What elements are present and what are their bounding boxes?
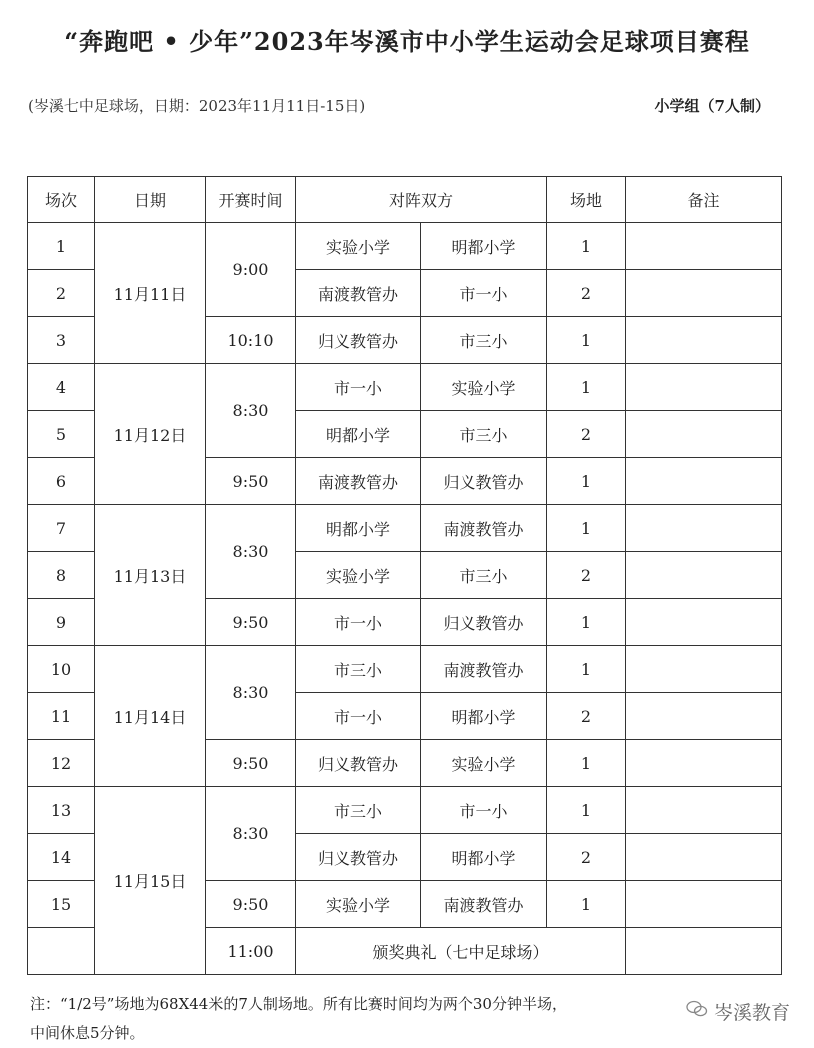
field-no: 2 [547, 411, 626, 458]
start-time: 9:00 [206, 223, 296, 317]
remarks-cell [626, 693, 782, 740]
team-a: 市一小 [296, 364, 421, 411]
start-time: 8:30 [206, 505, 296, 599]
group-label: 小学组（7人制） [654, 97, 770, 115]
field-no: 1 [547, 881, 626, 928]
remarks-cell [626, 458, 782, 505]
ceremony-time: 11:00 [206, 928, 296, 975]
team-a: 南渡教管办 [296, 270, 421, 317]
ceremony-text: 颁奖典礼（七中足球场） [296, 928, 626, 975]
remarks-cell [626, 505, 782, 552]
match-no: 12 [28, 740, 95, 787]
team-b: 市一小 [421, 270, 547, 317]
start-time: 8:30 [206, 787, 296, 881]
header-field: 场地 [547, 177, 626, 223]
match-date: 11月11日 [95, 223, 206, 364]
header-remarks: 备注 [626, 177, 782, 223]
field-no: 1 [547, 505, 626, 552]
page-title: “奔跑吧 • 少年”2023年岑溪市中小学生运动会足球项目赛程 [64, 27, 750, 56]
header-teams: 对阵双方 [296, 177, 547, 223]
remarks-cell [626, 599, 782, 646]
field-no: 1 [547, 599, 626, 646]
remarks-cell [626, 787, 782, 834]
team-b: 南渡教管办 [421, 881, 547, 928]
match-no: 15 [28, 881, 95, 928]
team-b: 市一小 [421, 787, 547, 834]
table-row [28, 646, 782, 693]
remarks-cell [626, 270, 782, 317]
match-no: 5 [28, 411, 95, 458]
match-date: 11月13日 [95, 505, 206, 646]
remarks-cell [626, 223, 782, 270]
remarks-cell [626, 411, 782, 458]
team-b: 明都小学 [421, 693, 547, 740]
match-no: 7 [28, 505, 95, 552]
watermark [686, 998, 790, 1025]
team-a: 市三小 [296, 646, 421, 693]
team-b: 市三小 [421, 411, 547, 458]
start-time: 9:50 [206, 881, 296, 928]
match-no: 14 [28, 834, 95, 881]
team-b: 市三小 [421, 552, 547, 599]
header-date: 日期 [95, 177, 206, 223]
match-no: 3 [28, 317, 95, 364]
field-no: 1 [547, 223, 626, 270]
start-time: 9:50 [206, 740, 296, 787]
team-b: 南渡教管办 [421, 505, 547, 552]
field-no: 1 [547, 740, 626, 787]
match-date: 11月15日 [95, 787, 206, 975]
match-date: 11月12日 [95, 364, 206, 505]
footnote-line: 注：“1/2号”场地为68X44米的7人制场地。所有比赛时间均为两个30分钟半场， [30, 995, 567, 1013]
match-no: 11 [28, 693, 95, 740]
match-no: 1 [28, 223, 95, 270]
field-no: 2 [547, 834, 626, 881]
team-b: 明都小学 [421, 834, 547, 881]
team-b: 明都小学 [421, 223, 547, 270]
start-time: 9:50 [206, 599, 296, 646]
team-b: 南渡教管办 [421, 646, 547, 693]
start-time: 9:50 [206, 458, 296, 505]
team-a: 市三小 [296, 787, 421, 834]
start-time: 8:30 [206, 646, 296, 740]
team-a: 归义教管办 [296, 740, 421, 787]
wechat-logo-icon [686, 1000, 708, 1023]
team-a: 归义教管办 [296, 317, 421, 364]
header-row [28, 177, 782, 223]
field-no: 2 [547, 270, 626, 317]
field-no: 1 [547, 458, 626, 505]
schedule-table [27, 176, 782, 975]
footnote [30, 990, 710, 1048]
team-b: 实验小学 [421, 364, 547, 411]
match-no: 6 [28, 458, 95, 505]
team-b: 实验小学 [421, 740, 547, 787]
table-row [28, 223, 782, 270]
team-a: 市一小 [296, 599, 421, 646]
team-a: 市一小 [296, 693, 421, 740]
team-b: 归义教管办 [421, 458, 547, 505]
remarks-cell [626, 364, 782, 411]
remarks-cell [626, 740, 782, 787]
match-no [28, 928, 95, 975]
start-time: 10:10 [206, 317, 296, 364]
watermark-text: 岑溪教育 [713, 1002, 790, 1024]
footnote-line: 中间休息5分钟。 [30, 1024, 145, 1042]
venue-date-info: (岑溪七中足球场，日期：2023年11月11日-15日) [28, 97, 366, 115]
team-a: 实验小学 [296, 552, 421, 599]
table-row [28, 787, 782, 834]
match-no: 9 [28, 599, 95, 646]
team-a: 南渡教管办 [296, 458, 421, 505]
match-date: 11月14日 [95, 646, 206, 787]
remarks-cell [626, 834, 782, 881]
match-no: 10 [28, 646, 95, 693]
field-no: 1 [547, 364, 626, 411]
remarks-cell [626, 552, 782, 599]
remarks-cell [626, 881, 782, 928]
wechat-logo-svg [686, 1000, 708, 1018]
team-a: 明都小学 [296, 505, 421, 552]
team-b: 市三小 [421, 317, 547, 364]
remarks-cell [626, 317, 782, 364]
match-no: 4 [28, 364, 95, 411]
match-no: 13 [28, 787, 95, 834]
field-no: 1 [547, 646, 626, 693]
team-b: 归义教管办 [421, 599, 547, 646]
table-row [28, 364, 782, 411]
table-row [28, 505, 782, 552]
team-a: 实验小学 [296, 881, 421, 928]
remarks-cell [626, 646, 782, 693]
field-no: 2 [547, 693, 626, 740]
team-a: 明都小学 [296, 411, 421, 458]
header-no: 场次 [28, 177, 95, 223]
start-time: 8:30 [206, 364, 296, 458]
header-time: 开赛时间 [206, 177, 296, 223]
field-no: 1 [547, 317, 626, 364]
match-no: 2 [28, 270, 95, 317]
field-no: 2 [547, 552, 626, 599]
team-a: 归义教管办 [296, 834, 421, 881]
field-no: 1 [547, 787, 626, 834]
match-no: 8 [28, 552, 95, 599]
team-a: 实验小学 [296, 223, 421, 270]
remarks-cell [626, 928, 782, 975]
